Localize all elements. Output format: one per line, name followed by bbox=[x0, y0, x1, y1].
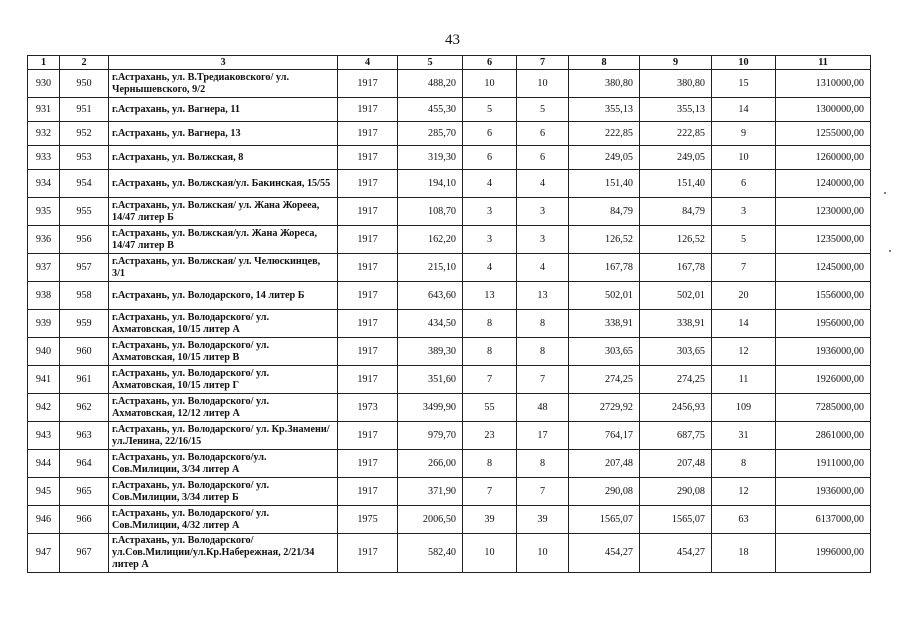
year-built-cell: 1917 bbox=[338, 70, 398, 98]
col-8-area-cell: 454,27 bbox=[569, 534, 640, 573]
col-9-area-cell: 2456,93 bbox=[640, 394, 712, 422]
total-area-cell: 434,50 bbox=[398, 310, 463, 338]
col-8-area-cell: 338,91 bbox=[569, 310, 640, 338]
scan-speck bbox=[884, 192, 886, 194]
table-row bbox=[28, 170, 871, 198]
cost-value-cell: 1245000,00 bbox=[776, 254, 871, 282]
address-cell: г.Астрахань, ул. Володарского, 14 литер Б bbox=[109, 282, 338, 310]
col-9-area-cell: 338,91 bbox=[640, 310, 712, 338]
property-number-cell: 955 bbox=[60, 198, 109, 226]
col-9-area-cell: 355,13 bbox=[640, 98, 712, 122]
col-8-area-cell: 167,78 bbox=[569, 254, 640, 282]
cost-value-cell: 1260000,00 bbox=[776, 146, 871, 170]
col-10-value-cell: 14 bbox=[712, 310, 776, 338]
col-10-value-cell: 6 bbox=[712, 170, 776, 198]
col-6-value-cell: 3 bbox=[463, 198, 517, 226]
address-cell: г.Астрахань, ул. Володарского/ ул. Ахматовская, 12/12 литер А bbox=[109, 394, 338, 422]
col-8-area-cell: 1565,07 bbox=[569, 506, 640, 534]
row-index-cell: 930 bbox=[28, 70, 60, 98]
cost-value-cell: 1556000,00 bbox=[776, 282, 871, 310]
col-6-value-cell: 23 bbox=[463, 422, 517, 450]
total-area-cell: 319,30 bbox=[398, 146, 463, 170]
year-built-cell: 1917 bbox=[338, 338, 398, 366]
property-number-cell: 956 bbox=[60, 226, 109, 254]
column-header: 9 bbox=[640, 56, 712, 70]
col-8-area-cell: 2729,92 bbox=[569, 394, 640, 422]
col-10-value-cell: 14 bbox=[712, 98, 776, 122]
col-6-value-cell: 10 bbox=[463, 534, 517, 573]
cost-value-cell: 2861000,00 bbox=[776, 422, 871, 450]
col-6-value-cell: 55 bbox=[463, 394, 517, 422]
col-10-value-cell: 63 bbox=[712, 506, 776, 534]
cost-value-cell: 1956000,00 bbox=[776, 310, 871, 338]
property-number-cell: 962 bbox=[60, 394, 109, 422]
row-index-cell: 933 bbox=[28, 146, 60, 170]
address-cell: г.Астрахань, ул. Волжская, 8 bbox=[109, 146, 338, 170]
col-10-value-cell: 11 bbox=[712, 366, 776, 394]
property-number-cell: 959 bbox=[60, 310, 109, 338]
column-header: 1 bbox=[28, 56, 60, 70]
col-10-value-cell: 8 bbox=[712, 450, 776, 478]
table-row bbox=[28, 338, 871, 366]
year-built-cell: 1917 bbox=[338, 98, 398, 122]
col-7-value-cell: 3 bbox=[517, 226, 569, 254]
property-number-cell: 965 bbox=[60, 478, 109, 506]
cost-value-cell: 1240000,00 bbox=[776, 170, 871, 198]
col-9-area-cell: 687,75 bbox=[640, 422, 712, 450]
col-7-value-cell: 8 bbox=[517, 310, 569, 338]
year-built-cell: 1917 bbox=[338, 226, 398, 254]
col-10-value-cell: 20 bbox=[712, 282, 776, 310]
col-6-value-cell: 8 bbox=[463, 450, 517, 478]
address-cell: г.Астрахань, ул. Вагнера, 11 bbox=[109, 98, 338, 122]
year-built-cell: 1917 bbox=[338, 146, 398, 170]
col-9-area-cell: 454,27 bbox=[640, 534, 712, 573]
row-index-cell: 931 bbox=[28, 98, 60, 122]
year-built-cell: 1973 bbox=[338, 394, 398, 422]
col-8-area-cell: 355,13 bbox=[569, 98, 640, 122]
property-number-cell: 961 bbox=[60, 366, 109, 394]
col-9-area-cell: 126,52 bbox=[640, 226, 712, 254]
total-area-cell: 582,40 bbox=[398, 534, 463, 573]
col-9-area-cell: 207,48 bbox=[640, 450, 712, 478]
page-number: 43 bbox=[445, 32, 460, 48]
col-7-value-cell: 8 bbox=[517, 450, 569, 478]
address-cell: г.Астрахань, ул. Володарского/ ул. Ахматовская, 10/15 литер В bbox=[109, 338, 338, 366]
year-built-cell: 1917 bbox=[338, 422, 398, 450]
year-built-cell: 1917 bbox=[338, 310, 398, 338]
col-10-value-cell: 15 bbox=[712, 70, 776, 98]
row-index-cell: 934 bbox=[28, 170, 60, 198]
table-row bbox=[28, 146, 871, 170]
col-6-value-cell: 4 bbox=[463, 170, 517, 198]
col-9-area-cell: 222,85 bbox=[640, 122, 712, 146]
col-6-value-cell: 6 bbox=[463, 122, 517, 146]
col-7-value-cell: 4 bbox=[517, 170, 569, 198]
row-index-cell: 937 bbox=[28, 254, 60, 282]
cost-value-cell: 1996000,00 bbox=[776, 534, 871, 573]
address-cell: г.Астрахань, ул. Володарского/ ул. Ахматовская, 10/15 литер Г bbox=[109, 366, 338, 394]
total-area-cell: 371,90 bbox=[398, 478, 463, 506]
table-row bbox=[28, 450, 871, 478]
property-number-cell: 950 bbox=[60, 70, 109, 98]
col-6-value-cell: 6 bbox=[463, 146, 517, 170]
col-10-value-cell: 31 bbox=[712, 422, 776, 450]
table-row bbox=[28, 422, 871, 450]
col-7-value-cell: 10 bbox=[517, 534, 569, 573]
column-header: 2 bbox=[60, 56, 109, 70]
col-6-value-cell: 8 bbox=[463, 338, 517, 366]
year-built-cell: 1917 bbox=[338, 198, 398, 226]
table-row bbox=[28, 366, 871, 394]
col-7-value-cell: 5 bbox=[517, 98, 569, 122]
row-index-cell: 944 bbox=[28, 450, 60, 478]
total-area-cell: 979,70 bbox=[398, 422, 463, 450]
col-10-value-cell: 12 bbox=[712, 338, 776, 366]
property-number-cell: 958 bbox=[60, 282, 109, 310]
total-area-cell: 162,20 bbox=[398, 226, 463, 254]
col-8-area-cell: 764,17 bbox=[569, 422, 640, 450]
col-7-value-cell: 6 bbox=[517, 146, 569, 170]
col-7-value-cell: 8 bbox=[517, 338, 569, 366]
address-cell: г.Астрахань, ул. Володарского/ ул. Кр.Знамени/ ул.Ленина, 22/16/15 bbox=[109, 422, 338, 450]
row-index-cell: 939 bbox=[28, 310, 60, 338]
property-number-cell: 963 bbox=[60, 422, 109, 450]
column-header: 6 bbox=[463, 56, 517, 70]
column-header: 4 bbox=[338, 56, 398, 70]
col-9-area-cell: 249,05 bbox=[640, 146, 712, 170]
column-header: 5 bbox=[398, 56, 463, 70]
col-8-area-cell: 380,80 bbox=[569, 70, 640, 98]
col-8-area-cell: 84,79 bbox=[569, 198, 640, 226]
row-index-cell: 940 bbox=[28, 338, 60, 366]
col-7-value-cell: 10 bbox=[517, 70, 569, 98]
total-area-cell: 285,70 bbox=[398, 122, 463, 146]
col-9-area-cell: 502,01 bbox=[640, 282, 712, 310]
row-index-cell: 935 bbox=[28, 198, 60, 226]
row-index-cell: 943 bbox=[28, 422, 60, 450]
table-row bbox=[28, 506, 871, 534]
row-index-cell: 936 bbox=[28, 226, 60, 254]
col-10-value-cell: 12 bbox=[712, 478, 776, 506]
col-6-value-cell: 5 bbox=[463, 98, 517, 122]
col-6-value-cell: 13 bbox=[463, 282, 517, 310]
total-area-cell: 351,60 bbox=[398, 366, 463, 394]
col-8-area-cell: 303,65 bbox=[569, 338, 640, 366]
col-10-value-cell: 109 bbox=[712, 394, 776, 422]
col-10-value-cell: 10 bbox=[712, 146, 776, 170]
col-7-value-cell: 6 bbox=[517, 122, 569, 146]
address-cell: г.Астрахань, ул. В.Тредиаковского/ ул. Чернышевского, 9/2 bbox=[109, 70, 338, 98]
col-9-area-cell: 151,40 bbox=[640, 170, 712, 198]
address-cell: г.Астрахань, ул. Волжская/ул. Бакинская, 15/55 bbox=[109, 170, 338, 198]
col-8-area-cell: 126,52 bbox=[569, 226, 640, 254]
row-index-cell: 947 bbox=[28, 534, 60, 573]
year-built-cell: 1917 bbox=[338, 170, 398, 198]
address-cell: г.Астрахань, ул. Володарского/ ул.Сов.Милиции/ул.Кр.Набережная, 2/21/34 литер А bbox=[109, 534, 338, 573]
table-row bbox=[28, 98, 871, 122]
row-index-cell: 945 bbox=[28, 478, 60, 506]
col-8-area-cell: 274,25 bbox=[569, 366, 640, 394]
row-index-cell: 932 bbox=[28, 122, 60, 146]
col-7-value-cell: 48 bbox=[517, 394, 569, 422]
year-built-cell: 1917 bbox=[338, 478, 398, 506]
table-row bbox=[28, 254, 871, 282]
col-6-value-cell: 3 bbox=[463, 226, 517, 254]
table-row bbox=[28, 226, 871, 254]
address-cell: г.Астрахань, ул. Володарского/ ул. Сов.Милиции, 4/32 литер А bbox=[109, 506, 338, 534]
col-7-value-cell: 4 bbox=[517, 254, 569, 282]
year-built-cell: 1917 bbox=[338, 450, 398, 478]
cost-value-cell: 1926000,00 bbox=[776, 366, 871, 394]
column-header: 10 bbox=[712, 56, 776, 70]
year-built-cell: 1917 bbox=[338, 534, 398, 573]
col-8-area-cell: 151,40 bbox=[569, 170, 640, 198]
total-area-cell: 266,00 bbox=[398, 450, 463, 478]
col-7-value-cell: 13 bbox=[517, 282, 569, 310]
col-7-value-cell: 3 bbox=[517, 198, 569, 226]
col-9-area-cell: 1565,07 bbox=[640, 506, 712, 534]
table-row bbox=[28, 282, 871, 310]
col-9-area-cell: 380,80 bbox=[640, 70, 712, 98]
table-row bbox=[28, 310, 871, 338]
property-table bbox=[27, 55, 871, 573]
col-10-value-cell: 18 bbox=[712, 534, 776, 573]
property-number-cell: 951 bbox=[60, 98, 109, 122]
col-6-value-cell: 8 bbox=[463, 310, 517, 338]
property-number-cell: 953 bbox=[60, 146, 109, 170]
total-area-cell: 194,10 bbox=[398, 170, 463, 198]
col-6-value-cell: 39 bbox=[463, 506, 517, 534]
col-10-value-cell: 5 bbox=[712, 226, 776, 254]
cost-value-cell: 1235000,00 bbox=[776, 226, 871, 254]
scan-speck bbox=[889, 250, 891, 252]
cost-value-cell: 6137000,00 bbox=[776, 506, 871, 534]
address-cell: г.Астрахань, ул. Волжская/ ул. Жана Жорееа, 14/47 литер Б bbox=[109, 198, 338, 226]
header-row bbox=[28, 56, 871, 70]
col-8-area-cell: 222,85 bbox=[569, 122, 640, 146]
column-header: 3 bbox=[109, 56, 338, 70]
cost-value-cell: 1936000,00 bbox=[776, 478, 871, 506]
column-header: 11 bbox=[776, 56, 871, 70]
col-9-area-cell: 290,08 bbox=[640, 478, 712, 506]
col-8-area-cell: 249,05 bbox=[569, 146, 640, 170]
cost-value-cell: 1911000,00 bbox=[776, 450, 871, 478]
address-cell: г.Астрахань, ул. Волжская/ул. Жана Жореса, 14/47 литер В bbox=[109, 226, 338, 254]
year-built-cell: 1917 bbox=[338, 254, 398, 282]
col-7-value-cell: 7 bbox=[517, 478, 569, 506]
total-area-cell: 108,70 bbox=[398, 198, 463, 226]
row-index-cell: 946 bbox=[28, 506, 60, 534]
col-7-value-cell: 17 bbox=[517, 422, 569, 450]
property-number-cell: 967 bbox=[60, 534, 109, 573]
table-row bbox=[28, 534, 871, 573]
table-row bbox=[28, 478, 871, 506]
table-row bbox=[28, 394, 871, 422]
property-number-cell: 960 bbox=[60, 338, 109, 366]
col-6-value-cell: 10 bbox=[463, 70, 517, 98]
total-area-cell: 215,10 bbox=[398, 254, 463, 282]
row-index-cell: 938 bbox=[28, 282, 60, 310]
address-cell: г.Астрахань, ул. Волжская/ ул. Челюскинцев, 3/1 bbox=[109, 254, 338, 282]
cost-value-cell: 7285000,00 bbox=[776, 394, 871, 422]
table-body bbox=[28, 70, 871, 573]
table-row bbox=[28, 122, 871, 146]
total-area-cell: 2006,50 bbox=[398, 506, 463, 534]
year-built-cell: 1917 bbox=[338, 282, 398, 310]
col-7-value-cell: 7 bbox=[517, 366, 569, 394]
column-header: 7 bbox=[517, 56, 569, 70]
total-area-cell: 3499,90 bbox=[398, 394, 463, 422]
col-10-value-cell: 7 bbox=[712, 254, 776, 282]
col-9-area-cell: 167,78 bbox=[640, 254, 712, 282]
table-row bbox=[28, 70, 871, 98]
col-9-area-cell: 84,79 bbox=[640, 198, 712, 226]
property-number-cell: 954 bbox=[60, 170, 109, 198]
year-built-cell: 1917 bbox=[338, 122, 398, 146]
column-header: 8 bbox=[569, 56, 640, 70]
table-row bbox=[28, 198, 871, 226]
col-6-value-cell: 4 bbox=[463, 254, 517, 282]
col-6-value-cell: 7 bbox=[463, 366, 517, 394]
total-area-cell: 389,30 bbox=[398, 338, 463, 366]
col-6-value-cell: 7 bbox=[463, 478, 517, 506]
col-8-area-cell: 502,01 bbox=[569, 282, 640, 310]
total-area-cell: 488,20 bbox=[398, 70, 463, 98]
property-number-cell: 964 bbox=[60, 450, 109, 478]
year-built-cell: 1917 bbox=[338, 366, 398, 394]
address-cell: г.Астрахань, ул. Володарского/ул. Сов.Милиции, 3/34 литер А bbox=[109, 450, 338, 478]
cost-value-cell: 1255000,00 bbox=[776, 122, 871, 146]
cost-value-cell: 1300000,00 bbox=[776, 98, 871, 122]
address-cell: г.Астрахань, ул. Володарского/ ул. Сов.Милиции, 3/34 литер Б bbox=[109, 478, 338, 506]
total-area-cell: 643,60 bbox=[398, 282, 463, 310]
total-area-cell: 455,30 bbox=[398, 98, 463, 122]
col-8-area-cell: 207,48 bbox=[569, 450, 640, 478]
year-built-cell: 1975 bbox=[338, 506, 398, 534]
property-number-cell: 952 bbox=[60, 122, 109, 146]
col-8-area-cell: 290,08 bbox=[569, 478, 640, 506]
cost-value-cell: 1230000,00 bbox=[776, 198, 871, 226]
address-cell: г.Астрахань, ул. Володарского/ ул. Ахматовская, 10/15 литер А bbox=[109, 310, 338, 338]
col-7-value-cell: 39 bbox=[517, 506, 569, 534]
col-9-area-cell: 303,65 bbox=[640, 338, 712, 366]
property-number-cell: 957 bbox=[60, 254, 109, 282]
col-10-value-cell: 9 bbox=[712, 122, 776, 146]
cost-value-cell: 1936000,00 bbox=[776, 338, 871, 366]
cost-value-cell: 1310000,00 bbox=[776, 70, 871, 98]
property-number-cell: 966 bbox=[60, 506, 109, 534]
col-9-area-cell: 274,25 bbox=[640, 366, 712, 394]
col-10-value-cell: 3 bbox=[712, 198, 776, 226]
address-cell: г.Астрахань, ул. Вагнера, 13 bbox=[109, 122, 338, 146]
row-index-cell: 942 bbox=[28, 394, 60, 422]
row-index-cell: 941 bbox=[28, 366, 60, 394]
